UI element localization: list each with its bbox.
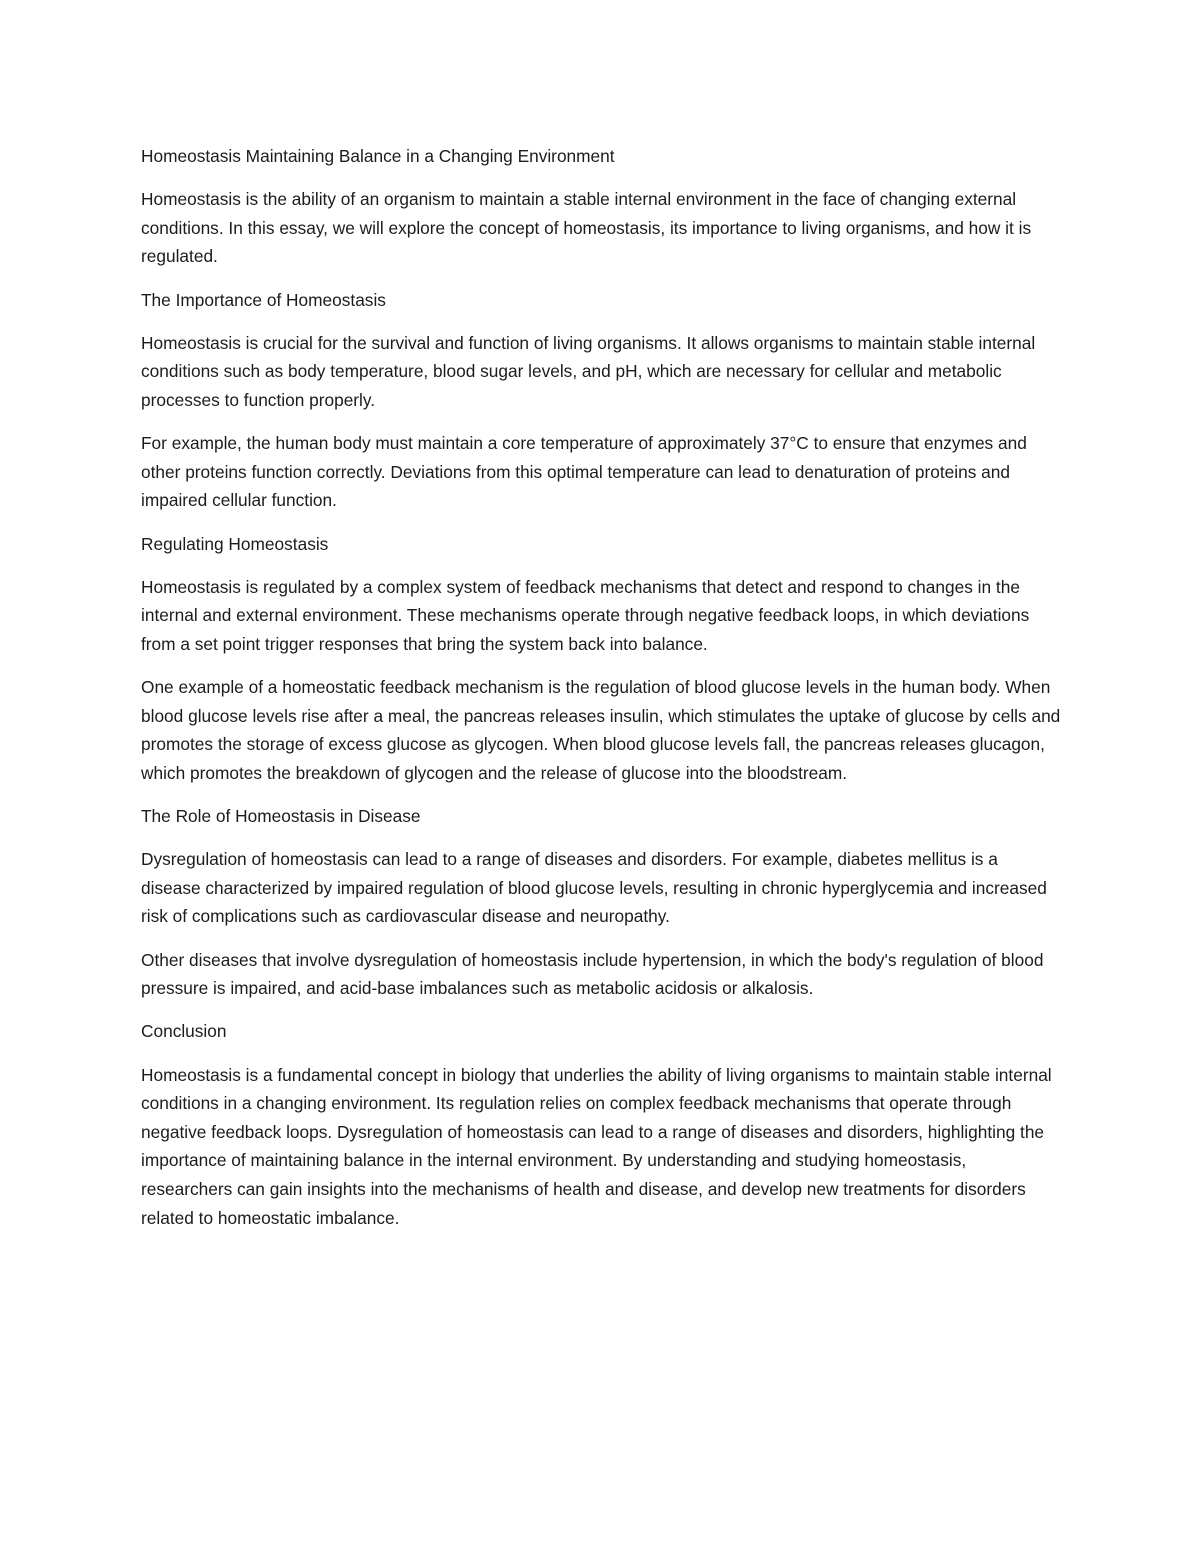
paragraph: Dysregulation of homeostasis can lead to a range of diseases and disorders. For example, diabetes mellitus is a disease characterized by impaired regulation of blood glucose levels, resulting in chronic hyperglycemia and increased risk of complications such as cardiovascular disease and neuropathy.	[141, 849, 1047, 927]
section-heading-disease: The Role of Homeostasis in Disease	[141, 806, 421, 827]
section-heading-conclusion: Conclusion	[141, 1021, 227, 1042]
paragraph: Homeostasis is a fundamental concept in biology that underlies the ability of living organisms to maintain stable internal conditions in a changing environment. Its regulation relies on complex feedback mechanisms that operate through negative feedback loops. Dysregulation of homeostasis can lead to a range of diseases and disorders, highlighting the importance of maintaining balance in the internal environment. By understanding and studying homeostasis, researchers can gain insights into the mechanisms of health and disease, and develop new treatments for disorders related to homeostatic imbalance.	[141, 1064, 1052, 1228]
paragraph: One example of a homeostatic feedback mechanism is the regulation of blood glucose levels in the human body. When blood glucose levels rise after a meal, the pancreas releases insulin, which stimulates the uptake of glucose by cells and promotes the storage of excess glucose as glycogen. When blood glucose levels fall, the pancreas releases glucagon, which promotes the breakdown of glycogen and the release of glucose into the bloodstream.	[141, 677, 1061, 783]
paragraph: Homeostasis is regulated by a complex system of feedback mechanisms that detect and respond to changes in the internal and external environment. These mechanisms operate through negative feedback loops, in which deviations from a set point trigger responses that bring the system back into balance.	[141, 576, 1030, 654]
section-heading-regulating: Regulating Homeostasis	[141, 533, 329, 554]
intro-paragraph: Homeostasis is the ability of an organism to maintain a stable internal environment in the face of changing external conditions. In this essay, we will explore the concept of homeostasis, its importance to living organisms, and how it is regulated.	[141, 189, 1032, 267]
document-body	[141, 142, 1061, 1247]
paragraph: Other diseases that involve dysregulation of homeostasis include hypertension, in which the body's regulation of blood pressure is impaired, and acid-base imbalances such as metabolic acidosis or alkalosis.	[141, 949, 1044, 999]
paragraph: Homeostasis is crucial for the survival and function of living organisms. It allows organisms to maintain stable internal conditions such as body temperature, blood sugar levels, and pH, which are necessary for cellular and metabolic processes to function properly.	[141, 332, 1036, 410]
document-title: Homeostasis Maintaining Balance in a Changing Environment	[141, 146, 615, 166]
paragraph: For example, the human body must maintain a core temperature of approximately 37°C to ensure that enzymes and other proteins function correctly. Deviations from this optimal temperature can lead to denaturation of proteins and impaired cellular function.	[141, 433, 1027, 511]
section-heading-importance: The Importance of Homeostasis	[141, 289, 386, 310]
